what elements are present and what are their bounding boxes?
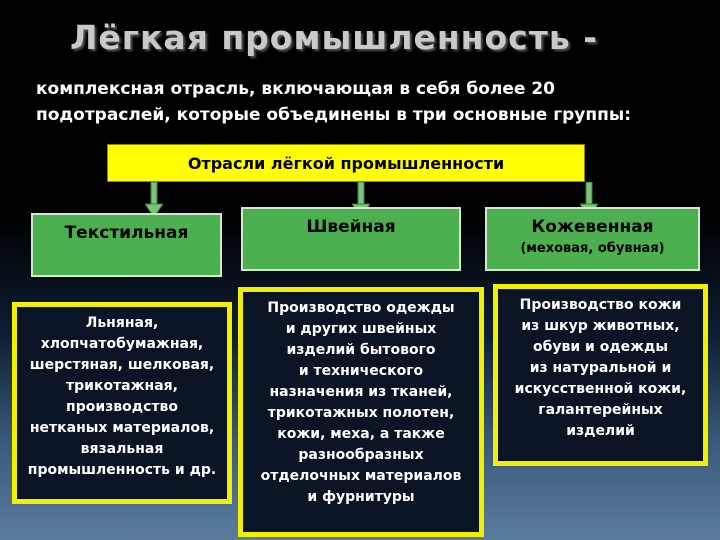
detail-line: производство: [66, 399, 178, 415]
slide-subtitle: [36, 76, 706, 128]
detail-line: вязальная: [80, 441, 164, 457]
detail-line: промышленность и др.: [27, 462, 217, 478]
detail-line: хлопчатобумажная,: [40, 336, 204, 352]
detail-line: и других швейных: [285, 321, 437, 337]
subtitle-line: подотраслей, которые объединены в три основные группы:: [36, 105, 632, 125]
detail-leather: [493, 284, 708, 466]
category-label: Кожевенная: [531, 217, 654, 237]
category-leather: [485, 207, 700, 271]
industries-header-box: Отрасли лёгкой промышленности: [107, 144, 585, 182]
category-label: Текстильная: [64, 223, 189, 243]
detail-line: Льняная,: [85, 315, 159, 331]
detail-sewing: [238, 287, 484, 537]
detail-line: галантерейных: [538, 402, 663, 418]
detail-line: отделочных материалов: [260, 468, 462, 484]
category-sewing: [241, 207, 461, 271]
detail-line: трикотажная,: [66, 378, 178, 394]
detail-line: кожи, меха, а также: [277, 426, 445, 442]
detail-line: обуви и одежды: [532, 339, 669, 355]
category-textile: [31, 213, 222, 277]
detail-line: назначения из тканей,: [269, 384, 453, 400]
detail-line: из натуральной и: [529, 360, 672, 376]
detail-textile: [12, 302, 232, 504]
detail-line: искусственной кожи,: [514, 381, 687, 397]
detail-line: шерстяная, шелковая,: [29, 357, 215, 373]
detail-line: и технического: [298, 363, 424, 379]
detail-line: разнообразных: [298, 447, 424, 463]
category-label: Швейная: [306, 217, 396, 237]
detail-line: Производство кожи: [519, 297, 682, 313]
detail-line: Производство одежды: [267, 300, 455, 316]
detail-line: изделий: [566, 423, 635, 439]
detail-line: нетканых материалов,: [29, 420, 215, 436]
subtitle-line: комплексная отрасль, включающая в себя более 20: [36, 79, 555, 99]
detail-line: из шкур животных,: [521, 318, 680, 334]
detail-line: изделий бытового: [286, 342, 436, 358]
category-sublabel: (меховая, обувная): [520, 241, 665, 256]
slide-title: Лёгкая промышленность -: [70, 18, 598, 57]
detail-line: и фурнитуры: [307, 489, 415, 505]
detail-line: трикотажных полотен,: [267, 405, 455, 421]
